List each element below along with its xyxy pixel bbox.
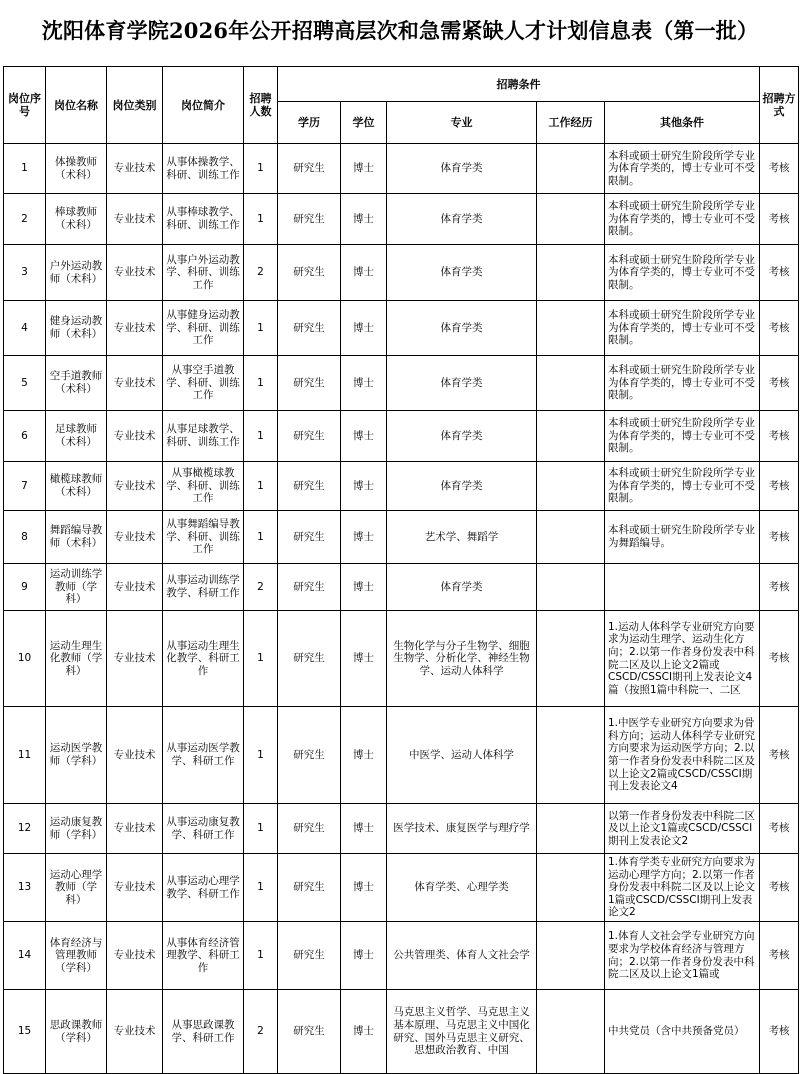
- table-row: [4, 194, 799, 245]
- cell-other: 本科或硕士研究生阶段所学专业为体育学类的，博士专业可不受限制。: [605, 245, 760, 301]
- cell-degree: 博士: [341, 804, 387, 854]
- cell-count: 2: [244, 564, 278, 611]
- page-title: 沈阳体育学院2026年公开招聘高层次和急需紧缺人才计划信息表（第一批）: [41, 18, 759, 43]
- cell-count: 1: [244, 194, 278, 245]
- table-body: [4, 144, 799, 1074]
- cell-other: 中共党员（含中共预备党员）: [605, 990, 760, 1074]
- cell-education: 研究生: [278, 990, 341, 1074]
- cell-method: 考核: [760, 462, 799, 511]
- cell-category: 专业技术: [107, 611, 163, 707]
- cell-major: 体育学类: [387, 356, 537, 411]
- cell-other: 本科或硕士研究生阶段所学专业为体育学类的，博士专业可不受限制。: [605, 194, 760, 245]
- cell-category: 专业技术: [107, 922, 163, 990]
- cell-name: 体育经济与管理教师（学科）: [46, 922, 107, 990]
- cell-category: 专业技术: [107, 511, 163, 564]
- cell-experience: [537, 564, 605, 611]
- cell-category: 专业技术: [107, 194, 163, 245]
- header-seq: 岗位序号: [4, 67, 46, 144]
- cell-name: 运动康复教师（学科）: [46, 804, 107, 854]
- cell-experience: [537, 301, 605, 356]
- cell-other: 本科或硕士研究生阶段所学专业为体育学类的，博士专业可不受限制。: [605, 144, 760, 194]
- cell-education: 研究生: [278, 922, 341, 990]
- cell-major: 体育学类: [387, 564, 537, 611]
- cell-seq: 6: [4, 411, 46, 462]
- table-row: [4, 854, 799, 922]
- cell-method: 考核: [760, 301, 799, 356]
- cell-count: 1: [244, 411, 278, 462]
- table-row: [4, 462, 799, 511]
- cell-seq: 5: [4, 356, 46, 411]
- cell-name: 足球教师（术科）: [46, 411, 107, 462]
- cell-other: 本科或硕士研究生阶段所学专业为体育学类的，博士专业可不受限制。: [605, 462, 760, 511]
- cell-seq: 11: [4, 707, 46, 804]
- cell-intro: 从事橄榄球教学、科研、训练工作: [163, 462, 244, 511]
- cell-category: 专业技术: [107, 356, 163, 411]
- cell-category: 专业技术: [107, 462, 163, 511]
- cell-experience: [537, 511, 605, 564]
- cell-name: 棒球教师（术科）: [46, 194, 107, 245]
- header-education: 学历: [278, 102, 341, 144]
- cell-seq: 15: [4, 990, 46, 1074]
- header-name: 岗位名称: [46, 67, 107, 144]
- cell-degree: 博士: [341, 356, 387, 411]
- cell-major: 公共管理类、体育人文社会学: [387, 922, 537, 990]
- cell-name: 健身运动教师（术科）: [46, 301, 107, 356]
- cell-count: 1: [244, 462, 278, 511]
- cell-major: 体育学类: [387, 245, 537, 301]
- cell-method: 考核: [760, 804, 799, 854]
- cell-name: 思政课教师（学科）: [46, 990, 107, 1074]
- cell-degree: 博士: [341, 462, 387, 511]
- cell-degree: 博士: [341, 411, 387, 462]
- cell-count: 1: [244, 611, 278, 707]
- cell-degree: 博士: [341, 245, 387, 301]
- cell-method: 考核: [760, 356, 799, 411]
- cell-education: 研究生: [278, 854, 341, 922]
- cell-intro: 从事棒球教学、科研、训练工作: [163, 194, 244, 245]
- table-row: [4, 707, 799, 804]
- header-major: 专业: [387, 102, 537, 144]
- cell-other: 1.中医学专业研究方向要求为骨科方向；运动人体科学专业研究方向要求为运动医学方向；2.以第一作者身份发表中科院二区及以上论文2篇或CSCD/CSSCI期刊上发表论文4: [605, 707, 760, 804]
- cell-count: 1: [244, 804, 278, 854]
- cell-category: 专业技术: [107, 707, 163, 804]
- cell-education: 研究生: [278, 611, 341, 707]
- cell-count: 2: [244, 245, 278, 301]
- cell-intro: 从事户外运动教学、科研、训练工作: [163, 245, 244, 301]
- cell-intro: 从事足球教学、科研、训练工作: [163, 411, 244, 462]
- table-row: [4, 804, 799, 854]
- cell-education: 研究生: [278, 511, 341, 564]
- cell-category: 专业技术: [107, 301, 163, 356]
- cell-experience: [537, 922, 605, 990]
- cell-major: 生物化学与分子生物学、细胞生物学、分析化学、神经生物学、运动人体科学: [387, 611, 537, 707]
- cell-other: 本科或硕士研究生阶段所学专业为体育学类的，博士专业可不受限制。: [605, 356, 760, 411]
- cell-name: 舞蹈编导教师（术科）: [46, 511, 107, 564]
- cell-seq: 10: [4, 611, 46, 707]
- cell-major: 体育学类: [387, 462, 537, 511]
- cell-degree: 博士: [341, 511, 387, 564]
- table-row: [4, 411, 799, 462]
- cell-seq: 14: [4, 922, 46, 990]
- cell-degree: 博士: [341, 854, 387, 922]
- cell-category: 专业技术: [107, 144, 163, 194]
- cell-intro: 从事体操教学、科研、训练工作: [163, 144, 244, 194]
- cell-degree: 博士: [341, 990, 387, 1074]
- cell-method: 考核: [760, 144, 799, 194]
- cell-degree: 博士: [341, 922, 387, 990]
- cell-experience: [537, 804, 605, 854]
- cell-degree: 博士: [341, 301, 387, 356]
- cell-degree: 博士: [341, 144, 387, 194]
- header-other: 其他条件: [605, 102, 760, 144]
- cell-major: 体育学类: [387, 194, 537, 245]
- cell-category: 专业技术: [107, 245, 163, 301]
- cell-seq: 3: [4, 245, 46, 301]
- cell-count: 1: [244, 356, 278, 411]
- cell-major: 体育学类: [387, 411, 537, 462]
- cell-intro: 从事健身运动教学、科研、训练工作: [163, 301, 244, 356]
- header-experience: 工作经历: [537, 102, 605, 144]
- cell-experience: [537, 854, 605, 922]
- cell-method: 考核: [760, 990, 799, 1074]
- cell-intro: 从事思政课教学、科研工作: [163, 990, 244, 1074]
- recruitment-table: [3, 66, 799, 1074]
- cell-count: 1: [244, 854, 278, 922]
- cell-seq: 13: [4, 854, 46, 922]
- table-row: [4, 990, 799, 1074]
- cell-major: 艺术学、舞蹈学: [387, 511, 537, 564]
- cell-name: 橄榄球教师（术科）: [46, 462, 107, 511]
- cell-experience: [537, 611, 605, 707]
- cell-category: 专业技术: [107, 804, 163, 854]
- cell-experience: [537, 411, 605, 462]
- cell-experience: [537, 245, 605, 301]
- cell-major: 体育学类: [387, 144, 537, 194]
- table-header: [4, 67, 799, 144]
- cell-intro: 从事运动心理学教学、科研工作: [163, 854, 244, 922]
- cell-education: 研究生: [278, 245, 341, 301]
- header-degree: 学位: [341, 102, 387, 144]
- cell-category: 专业技术: [107, 564, 163, 611]
- cell-method: 考核: [760, 611, 799, 707]
- cell-seq: 2: [4, 194, 46, 245]
- cell-count: 1: [244, 301, 278, 356]
- cell-method: 考核: [760, 511, 799, 564]
- cell-degree: 博士: [341, 611, 387, 707]
- cell-education: 研究生: [278, 707, 341, 804]
- cell-category: 专业技术: [107, 990, 163, 1074]
- cell-name: 运动训练学教师（学科）: [46, 564, 107, 611]
- cell-method: 考核: [760, 707, 799, 804]
- cell-major: 中医学、运动人体科学: [387, 707, 537, 804]
- cell-name: 运动心理学教师（学科）: [46, 854, 107, 922]
- cell-count: 1: [244, 707, 278, 804]
- cell-intro: 从事运动医学教学、科研工作: [163, 707, 244, 804]
- cell-intro: 从事运动训练学教学、科研工作: [163, 564, 244, 611]
- cell-name: 户外运动教师（术科）: [46, 245, 107, 301]
- cell-seq: 4: [4, 301, 46, 356]
- cell-seq: 7: [4, 462, 46, 511]
- cell-seq: 9: [4, 564, 46, 611]
- cell-education: 研究生: [278, 804, 341, 854]
- cell-other: 1.运动人体科学专业研究方向要求为运动生理学、运动生化方向；2.以第一作者身份发表中科院二区及以上论文2篇或CSCD/CSSCI期刊上发表论文4篇（按照1篇中科院一、二区: [605, 611, 760, 707]
- cell-method: 考核: [760, 854, 799, 922]
- cell-major: 体育学类、心理学类: [387, 854, 537, 922]
- cell-other: 本科或硕士研究生阶段所学专业为体育学类的，博士专业可不受限制。: [605, 301, 760, 356]
- cell-count: 2: [244, 990, 278, 1074]
- cell-name: 体操教师（术科）: [46, 144, 107, 194]
- cell-other: 1.体育学类专业研究方向要求为运动心理学方向；2.以第一作者身份发表中科院二区及以上论文1篇或CSCD/CSSCI期刊上发表论文2: [605, 854, 760, 922]
- cell-degree: 博士: [341, 564, 387, 611]
- cell-degree: 博士: [341, 194, 387, 245]
- cell-education: 研究生: [278, 144, 341, 194]
- cell-category: 专业技术: [107, 411, 163, 462]
- cell-other: 1.体育人文社会学专业研究方向要求为学校体育经济与管理方向；2.以第一作者身份发表中科院二区及以上论文1篇或: [605, 922, 760, 990]
- cell-education: 研究生: [278, 356, 341, 411]
- cell-name: 空手道教师（术科）: [46, 356, 107, 411]
- cell-intro: 从事运动康复教学、科研工作: [163, 804, 244, 854]
- header-intro: 岗位简介: [163, 67, 244, 144]
- table-row: [4, 144, 799, 194]
- cell-intro: 从事运动生理生化教学、科研工作: [163, 611, 244, 707]
- cell-intro: 从事体育经济管理教学、科研工作: [163, 922, 244, 990]
- cell-category: 专业技术: [107, 854, 163, 922]
- cell-experience: [537, 144, 605, 194]
- table-row: [4, 611, 799, 707]
- cell-other: 本科或硕士研究生阶段所学专业为舞蹈编导。: [605, 511, 760, 564]
- cell-major: 马克思主义哲学、马克思主义基本原理、马克思主义中国化研究、国外马克思主义研究、思想政治教育、中国: [387, 990, 537, 1074]
- cell-name: 运动生理生化教师（学科）: [46, 611, 107, 707]
- cell-other: 本科或硕士研究生阶段所学专业为体育学类的，博士专业可不受限制。: [605, 411, 760, 462]
- cell-seq: 8: [4, 511, 46, 564]
- cell-education: 研究生: [278, 301, 341, 356]
- cell-experience: [537, 707, 605, 804]
- cell-intro: 从事舞蹈编导教学、科研、训练工作: [163, 511, 244, 564]
- cell-intro: 从事空手道教学、科研、训练工作: [163, 356, 244, 411]
- cell-degree: 博士: [341, 707, 387, 804]
- header-conditions: 招聘条件: [278, 67, 760, 102]
- header-category: 岗位类别: [107, 67, 163, 144]
- cell-other: [605, 564, 760, 611]
- cell-experience: [537, 356, 605, 411]
- cell-name: 运动医学教师（学科）: [46, 707, 107, 804]
- cell-count: 1: [244, 511, 278, 564]
- cell-education: 研究生: [278, 194, 341, 245]
- cell-experience: [537, 194, 605, 245]
- cell-method: 考核: [760, 411, 799, 462]
- table-row: [4, 245, 799, 301]
- cell-education: 研究生: [278, 564, 341, 611]
- cell-seq: 1: [4, 144, 46, 194]
- cell-count: 1: [244, 922, 278, 990]
- cell-education: 研究生: [278, 411, 341, 462]
- table-row: [4, 564, 799, 611]
- cell-method: 考核: [760, 564, 799, 611]
- table-row: [4, 511, 799, 564]
- cell-method: 考核: [760, 245, 799, 301]
- cell-experience: [537, 462, 605, 511]
- cell-experience: [537, 990, 605, 1074]
- table-row: [4, 356, 799, 411]
- cell-other: 以第一作者身份发表中科院二区及以上论文1篇或CSCD/CSSCI期刊上发表论文2: [605, 804, 760, 854]
- table-row: [4, 922, 799, 990]
- cell-count: 1: [244, 144, 278, 194]
- header-count: 招聘人数: [244, 67, 278, 144]
- cell-method: 考核: [760, 922, 799, 990]
- cell-seq: 12: [4, 804, 46, 854]
- cell-major: 医学技术、康复医学与理疗学: [387, 804, 537, 854]
- cell-method: 考核: [760, 194, 799, 245]
- cell-major: 体育学类: [387, 301, 537, 356]
- header-method: 招聘方式: [760, 67, 799, 144]
- cell-education: 研究生: [278, 462, 341, 511]
- table-row: [4, 301, 799, 356]
